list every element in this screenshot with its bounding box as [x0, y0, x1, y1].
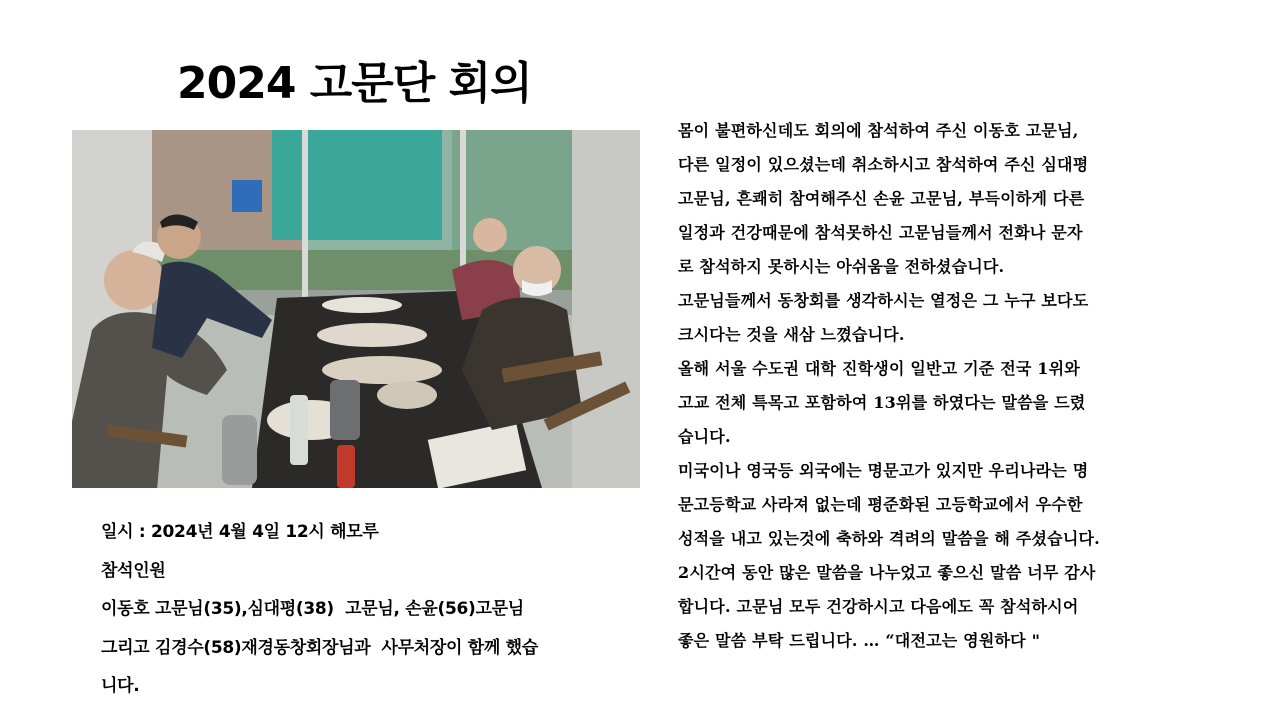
summary-line: 로 참석하지 못하시는 아쉬움을 전하셨습니다.: [678, 257, 1005, 276]
summary-line: 고교 전체 특목고 포함하여 13위를 하였다는 말씀을 드렸: [678, 393, 1086, 412]
summary-line: 크시다는 것을 새삼 느꼈습니다.: [678, 325, 905, 344]
summary-line: 미국이나 영국등 외국에는 명문고가 있지만 우리나라는 명: [678, 461, 1089, 480]
meeting-summary: [678, 114, 1198, 658]
summary-line: 고문님, 흔쾌히 참여해주신 손윤 고문님, 부득이하게 다른: [678, 189, 1085, 208]
summary-line: 성적을 내고 있는것에 축하와 격려의 말씀을 해 주셨습니다.: [678, 529, 1100, 548]
summary-line: 올해 서울 수도권 대학 진학생이 일반고 기준 전국 1위와: [678, 359, 1080, 378]
info-datetime: 일시 : 2024년 4월 4일 12시 해모루: [101, 522, 379, 542]
meeting-photo: [72, 130, 640, 488]
summary-line: 합니다. 고문님 모두 건강하시고 다음에도 꼭 참석하시어: [678, 597, 1079, 616]
summary-line: 고문님들께서 동창회를 생각하시는 열정은 그 누구 보다도: [678, 291, 1089, 310]
summary-line: 다른 일정이 있으셨는데 취소하시고 참석하여 주신 심대평: [678, 155, 1089, 174]
summary-line: 몸이 불편하신데도 회의에 참석하여 주신 이동호 고문님,: [678, 121, 1079, 140]
slide-title: 2024 고문단 회의: [177, 58, 532, 109]
summary-line: 2시간여 동안 많은 말씀을 나누었고 좋으신 말씀 너무 감사: [678, 563, 1096, 582]
info-attendees-line: 그리고 김경수(58)재경동창회장님과 사무처장이 함께 했습: [101, 637, 538, 658]
summary-line: 문고등학교 사라져 없는데 평준화된 고등학교에서 우수한: [678, 495, 1083, 514]
info-attendees-line: 이동호 고문님(35),심대평(38) 고문님, 손윤(56)고문님: [101, 599, 524, 619]
info-attendees-line: 니다.: [101, 676, 140, 696]
summary-line: 일정과 건강때문에 참석못하신 고문님들께서 전화나 문자: [678, 223, 1083, 242]
meeting-info: [101, 513, 621, 706]
summary-line: 습니다.: [678, 427, 731, 446]
summary-line: 좋은 말씀 부탁 드립니다. … “대전고는 영원하다 ": [678, 631, 1041, 650]
info-attendees-heading: 참석인원: [101, 560, 166, 581]
